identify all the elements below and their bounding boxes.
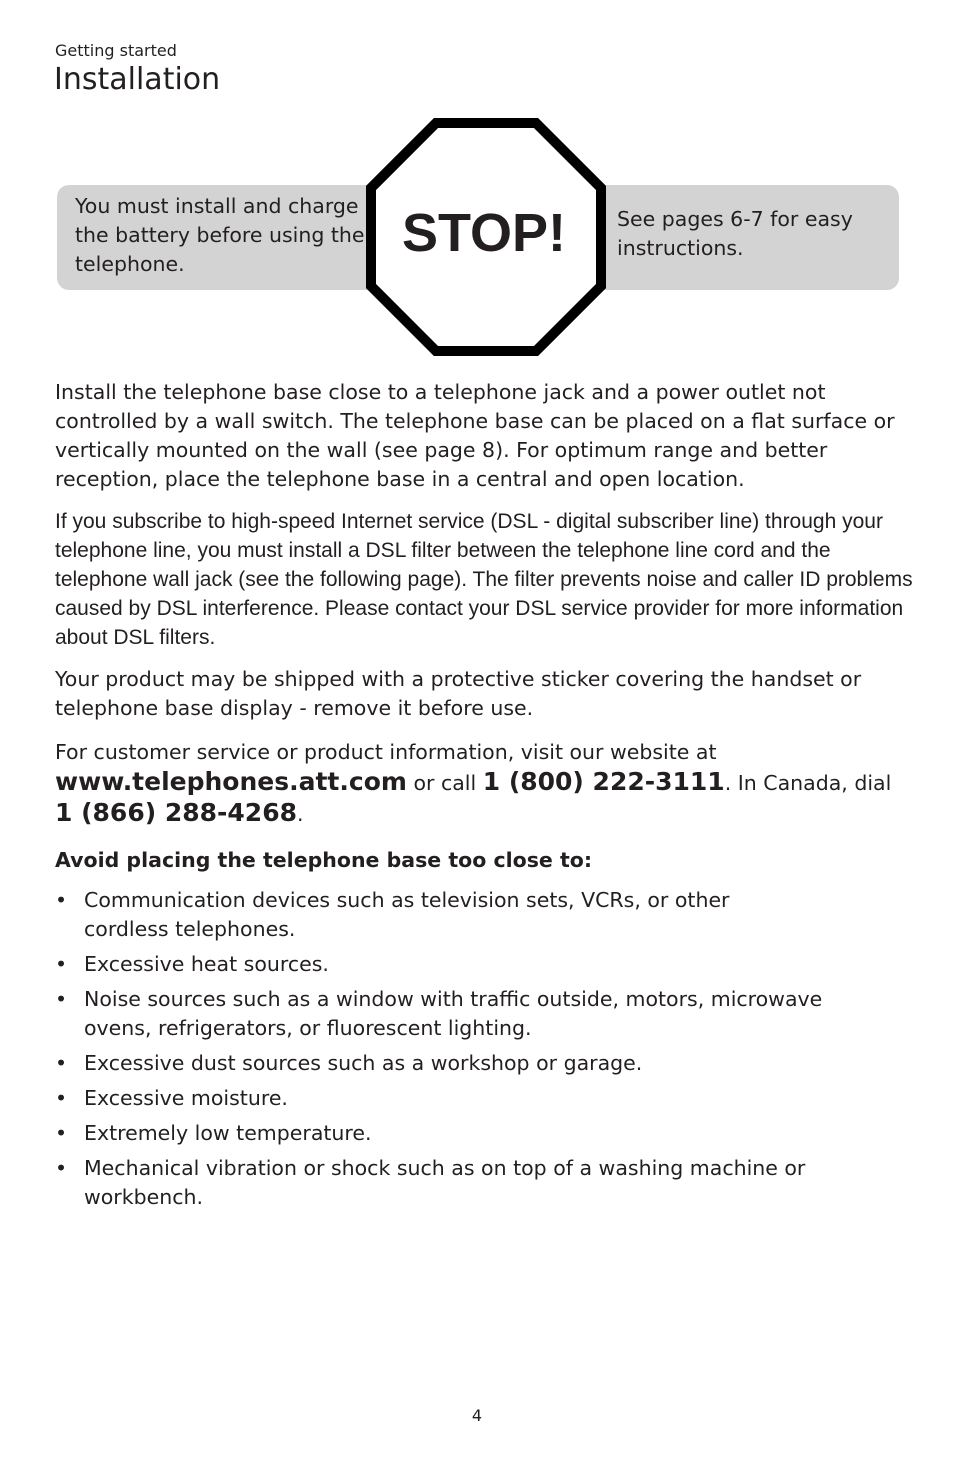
bullet-icon: • — [55, 952, 68, 976]
bullet-icon: • — [55, 1156, 68, 1180]
paragraph-sticker: Your product may be shipped with a protective sticker covering the handset or telephone base display - remove it before use. — [55, 667, 862, 720]
stop-label: STOP! — [401, 203, 567, 263]
list-item — [55, 1084, 895, 1113]
avoid-list — [55, 886, 895, 1218]
list-item — [55, 1119, 895, 1148]
canada-text: . In Canada, dial — [724, 771, 892, 795]
bullet-icon: • — [55, 1121, 68, 1145]
paragraph-placement: Install the telephone base close to a telephone jack and a power outlet not controlled by a wall switch. The telephone base can be placed on a flat surface or vertically mounted on the wall (see page 8). For optimum range and better reception, place the telephone base in a central and open location. — [55, 380, 895, 491]
paragraph-dsl: If you subscribe to high-speed Internet service (DSL - digital subscriber line) through your telephone line, you must install a DSL filter between the telephone line cord and the telephone wall jack (see the following page). The filter prevents noise and caller ID problems caused by DSL interference. Please contact your DSL service provider for more information about DSL filters. — [55, 510, 913, 649]
avoid-heading: Avoid placing the telephone base too close to: — [55, 848, 593, 872]
us-phone-number: 1 (800) 222-3111 — [482, 767, 725, 796]
website-link[interactable]: www.telephones.att.com — [55, 767, 407, 796]
contact-intro: For customer service or product information, visit our website at — [55, 740, 717, 764]
bullet-icon: • — [55, 1051, 68, 1075]
list-item-text: Extremely low temperature. — [84, 1121, 372, 1145]
section-label: Getting started — [55, 41, 177, 60]
list-item — [55, 1049, 895, 1078]
list-item — [55, 886, 819, 944]
list-item-text: Noise sources such as a window with traffic outside, motors, microwave ovens, refrigerators, or fluorescent lighting. — [84, 987, 823, 1040]
list-item — [55, 950, 895, 979]
list-item-text: Mechanical vibration or shock such as on top of a washing machine or workbench. — [84, 1156, 806, 1209]
bullet-icon: • — [55, 987, 68, 1011]
list-item-text: Excessive dust sources such as a workshop or garage. — [84, 1051, 643, 1075]
or-call-text: or call — [413, 771, 477, 795]
bullet-icon: • — [55, 888, 68, 912]
list-item-text: Excessive moisture. — [84, 1086, 288, 1110]
page-title: Installation — [54, 62, 221, 97]
callout-right-text: See pages 6-7 for easy instructions. — [617, 207, 853, 260]
contact-end: . — [296, 802, 304, 826]
list-item — [55, 985, 854, 1043]
page-number: 4 — [471, 1406, 483, 1425]
paragraph-contact — [55, 738, 915, 829]
list-item-text: Excessive heat sources. — [84, 952, 329, 976]
list-item-text: Communication devices such as television sets, VCRs, or other cordless telephones. — [84, 888, 730, 941]
list-item — [55, 1154, 819, 1212]
bullet-icon: • — [55, 1086, 68, 1110]
callout-left-text: You must install and charge the battery before using the telephone. — [75, 194, 365, 276]
canada-phone-number: 1 (866) 288-4268 — [55, 798, 297, 827]
